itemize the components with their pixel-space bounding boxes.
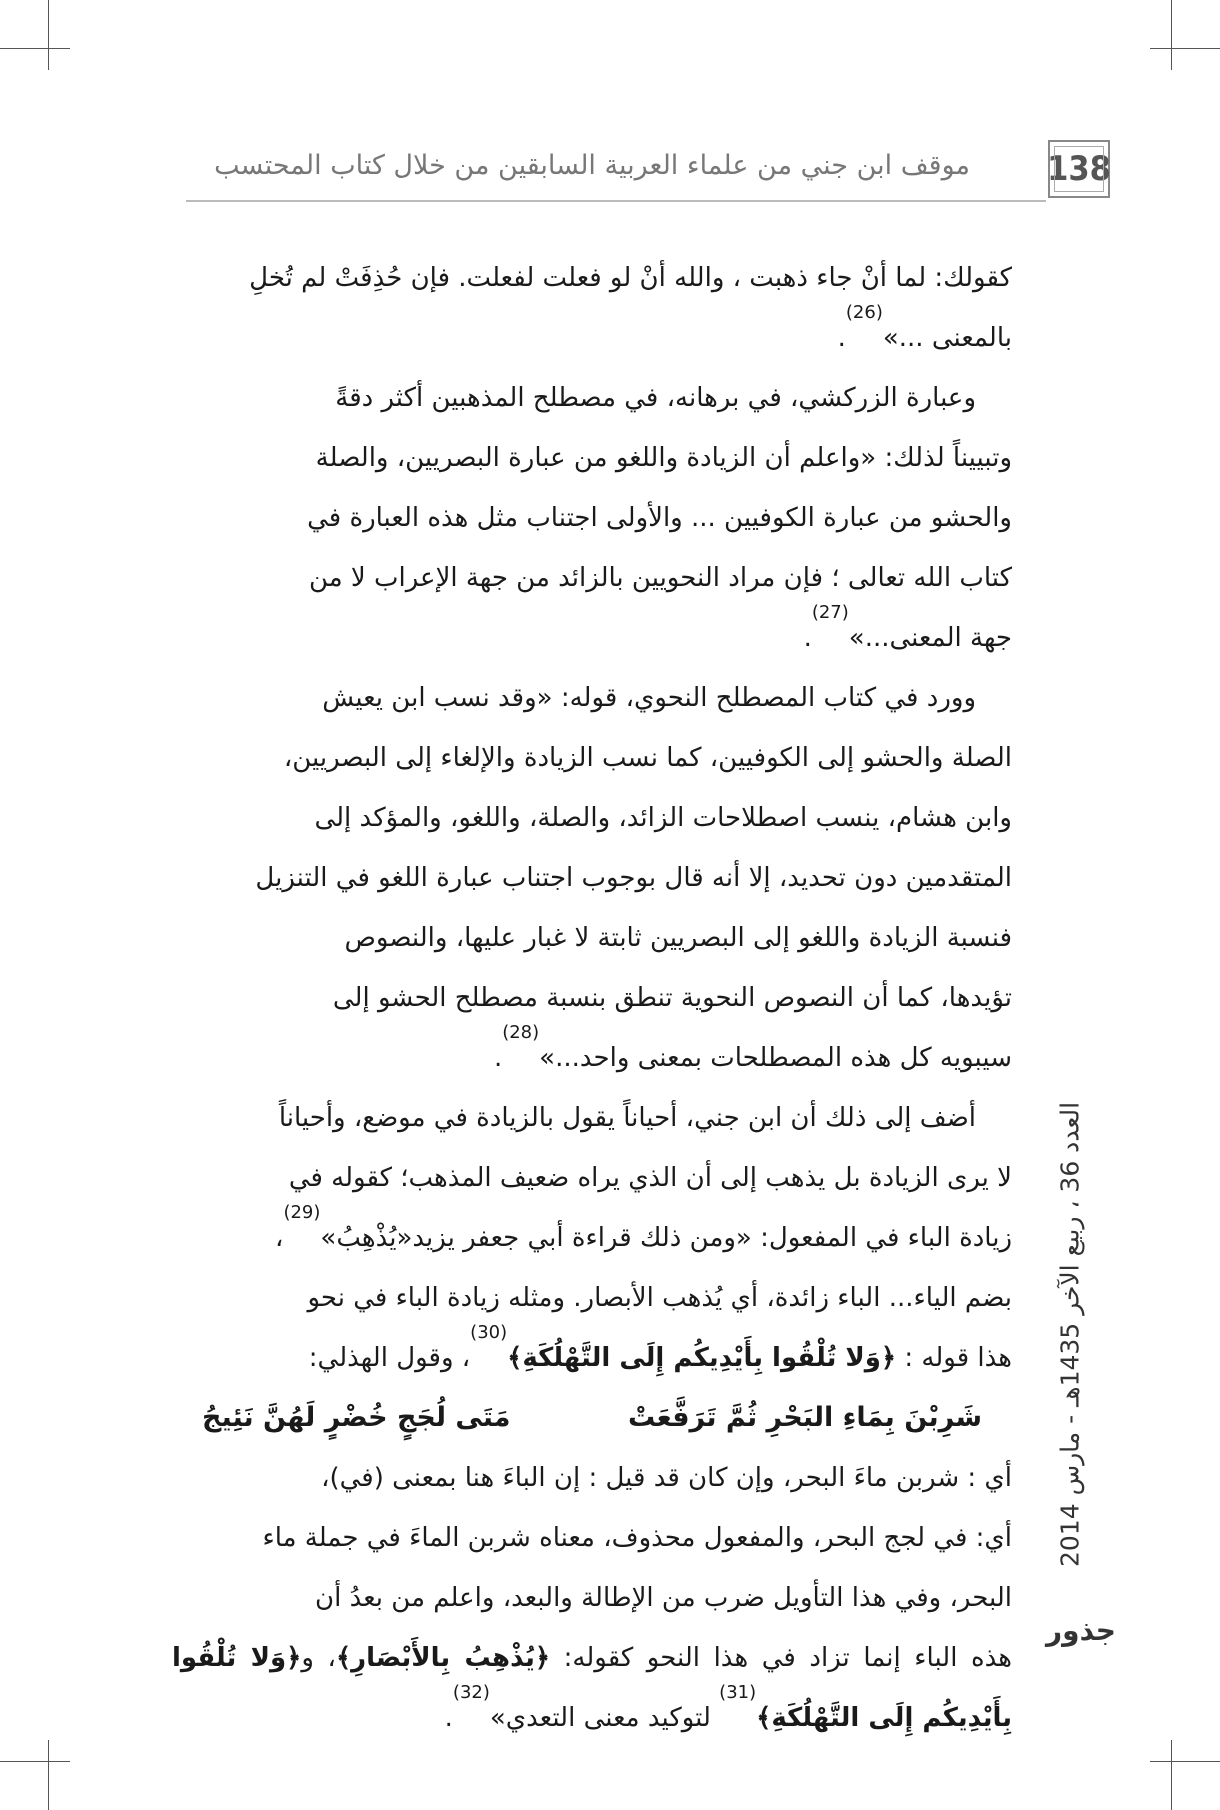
crop-mark: [48, 1740, 49, 1810]
article-body: [172, 248, 1012, 1748]
footnote-ref[interactable]: (29): [283, 1202, 321, 1223]
crop-mark: [0, 48, 70, 49]
text-line: والحشو من عبارة الكوفيين ... والأولى اجتناب مثل هذه العبارة في: [307, 503, 1012, 533]
paragraph: أي : شربن ماءَ البحر، وإن كان قد قيل : إن الباءَ هنا بمعنى (في)، أي: في لجج البحر، والمفعول محذوف، معناه شربن الماءَ في جملة ماء البحر، وفي هذا التأويل ضرب من الإطالة والبعد، واعلم من بعدُ أن هذه الباء إنما تزاد في هذا النحو كقوله: ﴿يُذْهِبُ بِالأَبْصَارِ﴾، و﴿وَلا تُلْقُوا بِأَيْدِيكُم إِلَى التَّهْلُكَةِ﴾$^{(31)}$ لتوكيد معنى التعدي»$^{(32)}$.: [172, 1463, 1012, 1733]
text-line: الصلة والحشو إلى الكوفيين، كما نسب الزيادة والإلغاء إلى البصريين،: [283, 743, 1012, 773]
text-line: أي: في لجج البحر، والمفعول محذوف، معناه شربن الماءَ في جملة ماء: [262, 1523, 1012, 1553]
crop-mark: [1171, 1740, 1172, 1810]
quran-quote: ﴿وَلا تُلْقُوا بِأَيْدِيكُم إِلَى التَّهْلُكَةِ﴾: [507, 1343, 897, 1373]
text-line: لا يرى الزيادة بل يذهب إلى أن الذي يراه ضعيف المذهب؛ كقوله في: [288, 1163, 1012, 1193]
footnote-ref[interactable]: (28): [502, 1022, 540, 1043]
running-header: موقف ابن جني من علماء العربية السابقين من خلال كتاب المحتسب: [214, 150, 970, 181]
text-line: أي : شربن ماءَ البحر، وإن كان قد قيل : إن الباءَ هنا بمعنى (في)،: [321, 1463, 1012, 1493]
text-line: كتاب الله تعالى ؛ فإن مراد النحويين بالزائد من جهة الإعراب لا من: [308, 563, 1012, 593]
text-line: تؤيدها، كما أن النصوص النحوية تنطق بنسبة مصطلح الحشو إلى: [332, 983, 1012, 1013]
page-number: 138: [1048, 140, 1110, 198]
verse-hemistich: شَرِبْنَ بِمَاءِ البَحْرِ ثُمَّ تَرَفَّعَتْ: [628, 1402, 982, 1433]
footnote-ref[interactable]: (26): [845, 302, 883, 323]
text-line: وتبييناً لذلك: «واعلم أن الزيادة واللغو من عبارة البصريين، والصلة: [315, 443, 1012, 473]
text-line: وعبارة الزركشي، في برهانه، في مصطلح المذهبين أكثر دقةً: [335, 383, 976, 413]
text-line: وورد في كتاب المصطلح النحوي، قوله: «وقد نسب ابن يعيش: [322, 683, 976, 713]
footnote-ref[interactable]: (30): [470, 1322, 508, 1343]
crop-mark: [1150, 48, 1220, 49]
paragraph: كقولك: لما أنْ جاء ذهبت ، والله أنْ لو فعلت لفعلت. فإن حُذِفَتْ لم تُخلِ بالمعنى ...»$^{(26)}$.: [249, 263, 1012, 353]
text-line: أضف إلى ذلك أن ابن جني، أحياناً يقول بالزيادة في موضع، وأحياناً: [278, 1103, 976, 1133]
crop-mark: [1150, 1761, 1220, 1762]
text-line: بالمعنى ...»: [882, 323, 1012, 353]
text-line: البحر، وفي هذا التأويل ضرب من الإطالة والبعد، واعلم من بعدُ أن: [315, 1583, 1012, 1613]
quran-quote: ﴿وَلا تُلْقُوا بِأَيْدِيكُم إِلَى التَّهْلُكَةِ﴾: [172, 1643, 1012, 1733]
paragraph: وورد في كتاب المصطلح النحوي، قوله: «وقد نسب ابن يعيش الصلة والحشو إلى الكوفيين، كما نسب الزيادة والإلغاء إلى البصريين، وابن هشام، ينسب اصطلاحات الزائد، والصلة، واللغو، والمؤكد إلى المتقدمين دون تحديد، إلا أنه قال بوجوب اجتناب عبارة اللغو في التنزيل فنسبة الزيادة واللغو إلى البصريين ثابتة لا غبار عليها، والنصوص تؤيدها، كما أن النصوص النحوية تنطق بنسبة مصطلح الحشو إلى سيبويه كل هذه المصطلحات بمعنى واحد...»$^{(28)}$.: [255, 683, 1012, 1073]
crop-mark: [0, 1761, 70, 1762]
text-line: وابن هشام، ينسب اصطلاحات الزائد، والصلة، واللغو، والمؤكد إلى: [314, 803, 1012, 833]
text-line: هذا قوله :: [896, 1343, 1012, 1373]
text-line: زيادة الباء في المفعول: «ومن ذلك قراءة أبي جعفر يزيد«يُذْهِبُ»: [320, 1223, 1012, 1253]
text-line: المتقدمين دون تحديد، إلا أنه قال بوجوب اجتناب عبارة اللغو في التنزيل: [255, 863, 1012, 893]
text-line: فنسبة الزيادة واللغو إلى البصريين ثابتة لا غبار عليها، والنصوص: [344, 923, 1012, 953]
text-line: هذه الباء إنما تزاد في هذا النحو كقوله:: [550, 1643, 1012, 1673]
crop-mark: [1171, 0, 1172, 70]
text-line: كقولك: لما أنْ جاء ذهبت ، والله أنْ لو فعلت لفعلت. فإن حُذِفَتْ لم تُخلِ: [249, 263, 1012, 293]
text-line: ، و: [301, 1643, 336, 1673]
verse-hemistich: مَتَى لُجَجٍ خُضْرٍ لَهُنَّ نَئِيجُ: [202, 1402, 511, 1433]
poetry-verse: [172, 1388, 1012, 1448]
crop-mark: [48, 0, 49, 70]
paragraph: وعبارة الزركشي، في برهانه، في مصطلح المذهبين أكثر دقةً وتبييناً لذلك: «واعلم أن الزيادة واللغو من عبارة البصريين، والصلة والحشو من عبارة الكوفيين ... والأولى اجتناب مثل هذه العبارة في كتاب الله تعالى ؛ فإن مراد النحويين بالزائد من جهة الإعراب لا من جهة المعنى...»$^{(27)}$.: [307, 383, 1012, 653]
footnote-ref[interactable]: (32): [452, 1682, 490, 1703]
text-line: لتوكيد معنى التعدي»: [489, 1703, 720, 1733]
text-line: سيبويه كل هذه المصطلحات بمعنى واحد...»: [539, 1043, 1012, 1073]
journal-logo: جذور: [1046, 1614, 1116, 1647]
text-line: جهة المعنى...»: [848, 623, 1012, 653]
header-rule: [186, 200, 1046, 202]
paragraph: أضف إلى ذلك أن ابن جني، أحياناً يقول بالزيادة في موضع، وأحياناً لا يرى الزيادة بل يذهب إلى أن الذي يراه ضعيف المذهب؛ كقوله في زيادة الباء في المفعول: «ومن ذلك قراءة أبي جعفر يزيد«يُذْهِبُ»$^{(29)}$، بضم الياء... الباء زائدة، أي يُذهب الأبصار. ومثله زيادة الباء في نحو هذا قوله : ﴿وَلا تُلْقُوا بِأَيْدِيكُم إِلَى التَّهْلُكَةِ﴾$^{(30)}$، وقول الهذلي:: [275, 1103, 1012, 1373]
text-line: ، وقول الهذلي:: [308, 1343, 471, 1373]
issue-info: العدد 36 ، ربيع الآخر 1435هـ - مارس 2014: [1055, 1101, 1085, 1567]
quran-quote: ﴿يُذْهِبُ بِالأَبْصَارِ﴾: [335, 1643, 551, 1673]
text-line: بضم الياء... الباء زائدة، أي يُذهب الأبصار. ومثله زيادة الباء في نحو: [307, 1283, 1012, 1313]
footnote-ref[interactable]: (31): [719, 1682, 757, 1703]
footnote-ref[interactable]: (27): [811, 602, 849, 623]
